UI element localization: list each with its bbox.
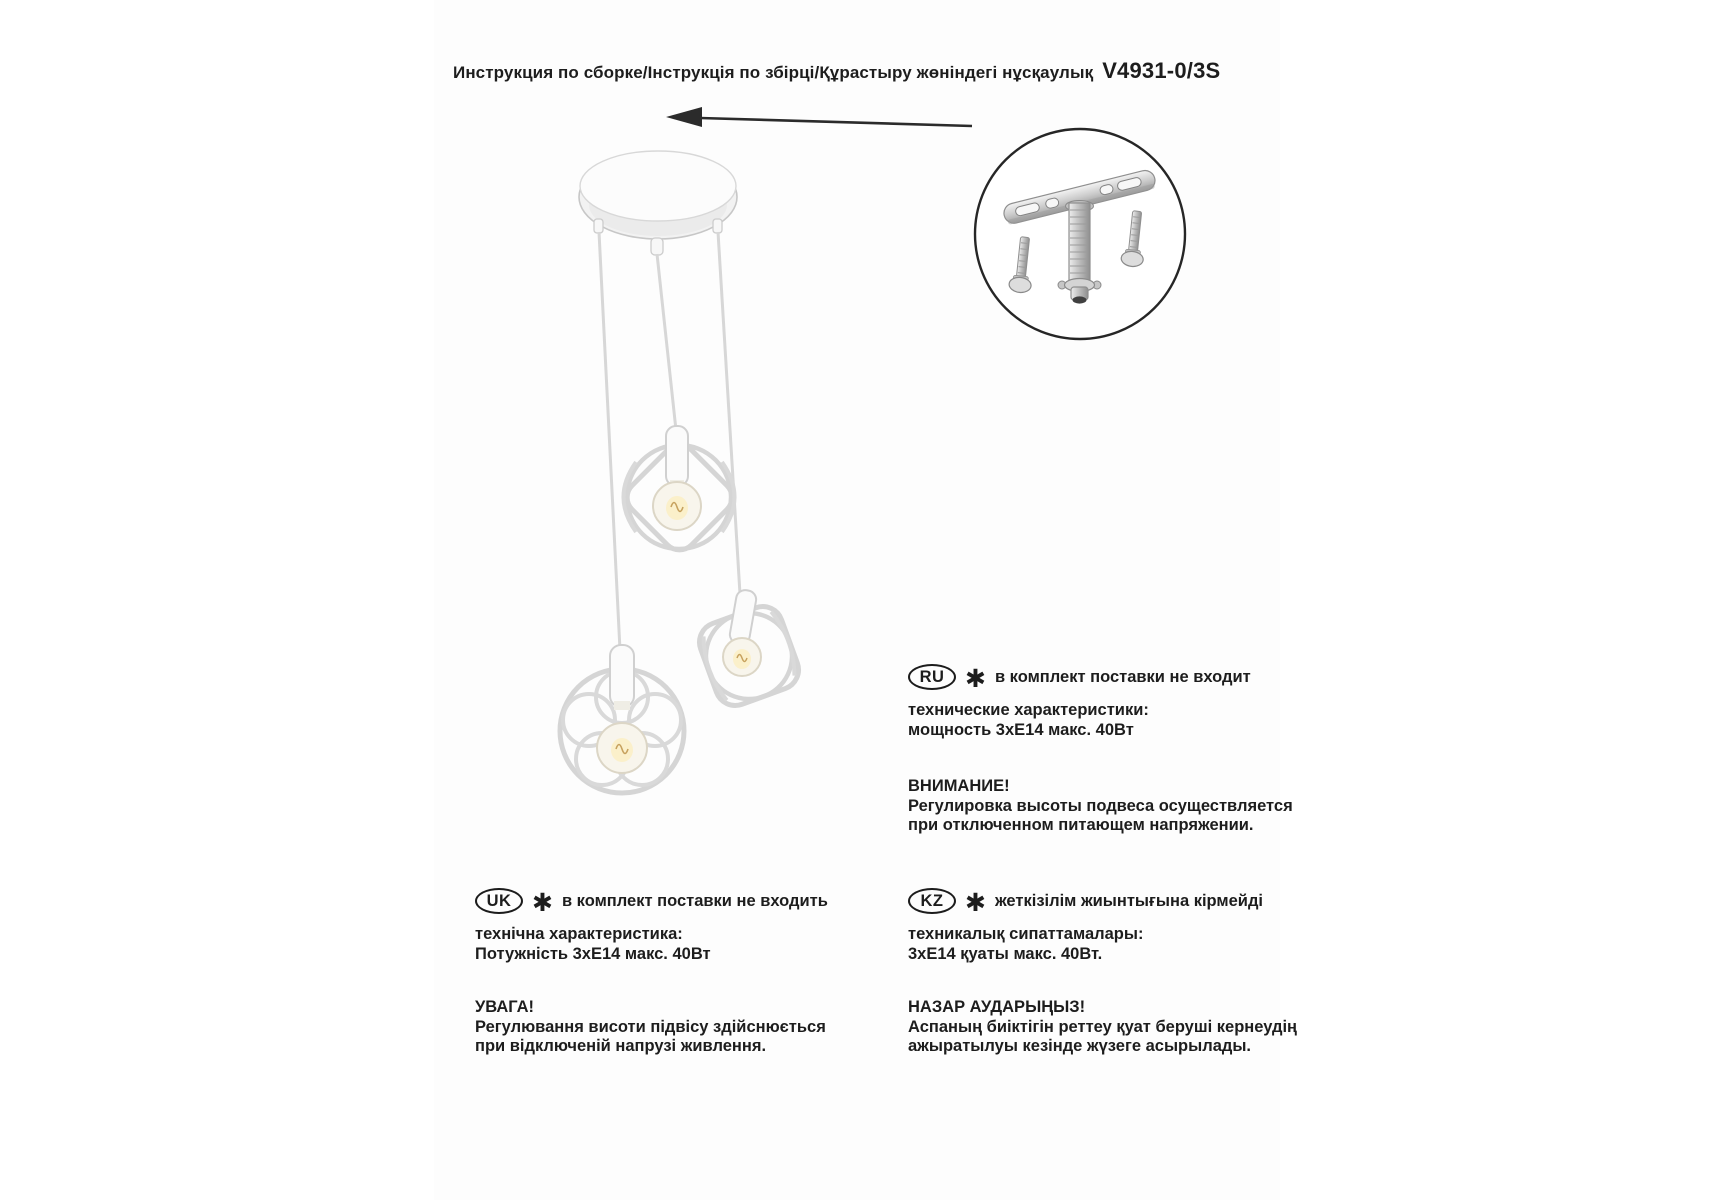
- section-uk: [475, 888, 855, 964]
- mounting-hardware-inset: [975, 129, 1185, 339]
- warning-line2-kz: ажыратылуы кезінде жүзеге асырылады.: [908, 1037, 1252, 1055]
- not-included-note-ru: в комплект поставки не входит: [994, 667, 1251, 686]
- language-badge-uk: UK: [475, 888, 523, 914]
- warning-line1-kz: Аспаның биіктігін реттеу қуат беруші кернеудің: [908, 1017, 1298, 1036]
- cord-grip-right: [713, 219, 722, 233]
- assembly-instruction-title: Инструкция по сборке/Інструкція по збірці/Құрастыру жөніндегі нұсқаулық: [453, 63, 1094, 82]
- asterisk-icon: ✱: [532, 887, 553, 917]
- not-included-note-uk: в комплект поставки не входить: [561, 891, 828, 910]
- spec-title-uk: технічна характеристика:: [475, 925, 683, 943]
- warning-kz: [908, 998, 1297, 1057]
- not-included-note-kz: жеткізілім жиынтығына кірмейді: [994, 891, 1264, 910]
- pendant-shade-bottom: [560, 645, 684, 793]
- spec-power-kz: 3xE14 қуаты макс. 40Вт.: [908, 944, 1103, 963]
- lamp-socket: [610, 645, 634, 707]
- warning-line2-ru: при отключенном питающем напряжении.: [908, 816, 1254, 834]
- section-ru: [908, 664, 1288, 740]
- cord-grip-center: [651, 238, 663, 255]
- suspension-cord-right: [718, 232, 740, 594]
- warning-line1-uk: Регулювання висоти підвісу здійснюється: [475, 1017, 826, 1036]
- section-kz: [908, 888, 1288, 964]
- ceiling-canopy: [579, 151, 737, 255]
- spec-title-ru: технические характеристики:: [908, 701, 1149, 719]
- light-bulb: [723, 638, 761, 676]
- warning-line1-ru: Регулировка высоты подвеса осуществляется: [908, 796, 1293, 815]
- lamp-socket: [728, 589, 757, 646]
- warning-line2-uk: при відключеній напрузі живлення.: [475, 1037, 767, 1055]
- pendant-shade-top: [620, 426, 739, 557]
- spec-power-uk: Потужність 3xE14 макс. 40Вт: [475, 944, 711, 963]
- asterisk-icon: ✱: [965, 887, 986, 917]
- warning-title-kz: НАЗАР АУДАРЫҢЫЗ!: [908, 998, 1086, 1016]
- spec-title-kz: техникалық сипаттамалары:: [908, 925, 1144, 943]
- lamp-socket: [666, 426, 688, 486]
- asterisk-icon: ✱: [965, 663, 986, 693]
- warning-ru: [908, 777, 1293, 836]
- spec-power-ru: мощность 3xE14 макс. 40Вт: [908, 720, 1134, 739]
- cord-grip-left: [594, 219, 603, 233]
- warning-title-ru: ВНИМАНИЕ!: [908, 777, 1010, 795]
- suspension-cord-center: [657, 254, 676, 430]
- leftward-arrow-icon: [666, 107, 972, 127]
- language-badge-ru: RU: [908, 664, 956, 690]
- suspension-cord-left: [599, 232, 620, 650]
- language-badge-kz: KZ: [908, 888, 956, 914]
- pendant-shade-right: [694, 589, 804, 711]
- light-bulb: [597, 701, 647, 773]
- warning-uk: [475, 998, 826, 1057]
- page-title: [453, 58, 1220, 84]
- model-number: V4931-0/3S: [1102, 58, 1221, 83]
- warning-title-uk: УВАГА!: [475, 998, 534, 1016]
- light-bulb: [653, 480, 701, 530]
